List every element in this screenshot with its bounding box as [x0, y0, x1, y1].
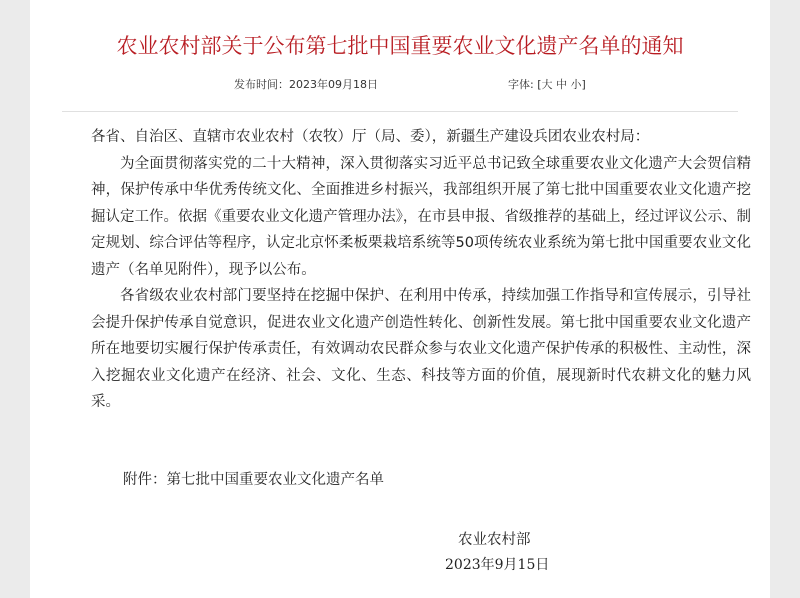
- font-large-button[interactable]: 大: [541, 78, 553, 91]
- notice-body: [91, 124, 751, 416]
- font-size-label: 字体:: [508, 78, 534, 91]
- body-paragraph-2: 各省级农业农村部门要坚持在挖掘中保护、在利用中传承，持续加强工作指导和宣传展示，引导社会提升保护传承自觉意识，促进农业文化遗产创造性转化、创新性发展。第七批中国重要农业文化遗产所在地要切实履行保护传承责任，有效调动农民群众参与农业文化遗产保护传承的积极性、主动性，深入挖掘农业文化遗产在经济、社会、文化、生态、科技等方面的价值，展现新时代农耕文化的魅力风采。: [91, 288, 751, 410]
- page-title: 农业农村部关于公布第七批中国重要农业文化遗产名单的通知: [116, 34, 684, 58]
- signature-date: 2023年9月15日: [445, 557, 550, 573]
- salutation: 各省、自治区、直辖市农业农村（农牧）厅（局、委），新疆生产建设兵团农业农村局：: [91, 129, 650, 145]
- publish-info: [234, 77, 378, 93]
- notice-page: [30, 0, 770, 598]
- publish-label: 发布时间：: [234, 78, 289, 91]
- attachment-label: 附件：: [123, 472, 167, 488]
- font-bracket-open: [: [537, 78, 542, 91]
- font-bracket-close: ]: [581, 78, 586, 91]
- font-size-switcher: [508, 77, 586, 93]
- body-paragraph-1: 为全面贯彻落实党的二十大精神，深入贯彻落实习近平总书记致全球重要农业文化遗产大会贺信精神，保护传承中华优秀传统文化、全面推进乡村振兴，我部组织开展了第七批中国重要农业文化遗产挖掘认定工作。依据《重要农业文化遗产管理办法》，在市县申报、省级推荐的基础上，经过评议公示、制定规划、综合评估等程序，认定北京怀柔板栗栽培系统等50项传统农业系统为第七批中国重要农业文化遗产（名单见附件），现予以公布。: [91, 155, 751, 278]
- attachment-line: [123, 467, 384, 493]
- publish-date: 2023年09月18日: [289, 78, 378, 91]
- header-divider: [62, 111, 738, 112]
- signature-org: 农业农村部: [458, 532, 531, 548]
- attachment-title: 第七批中国重要农业文化遗产名单: [166, 472, 384, 488]
- font-small-button[interactable]: 小: [570, 78, 582, 91]
- font-medium-button[interactable]: 中: [556, 78, 568, 91]
